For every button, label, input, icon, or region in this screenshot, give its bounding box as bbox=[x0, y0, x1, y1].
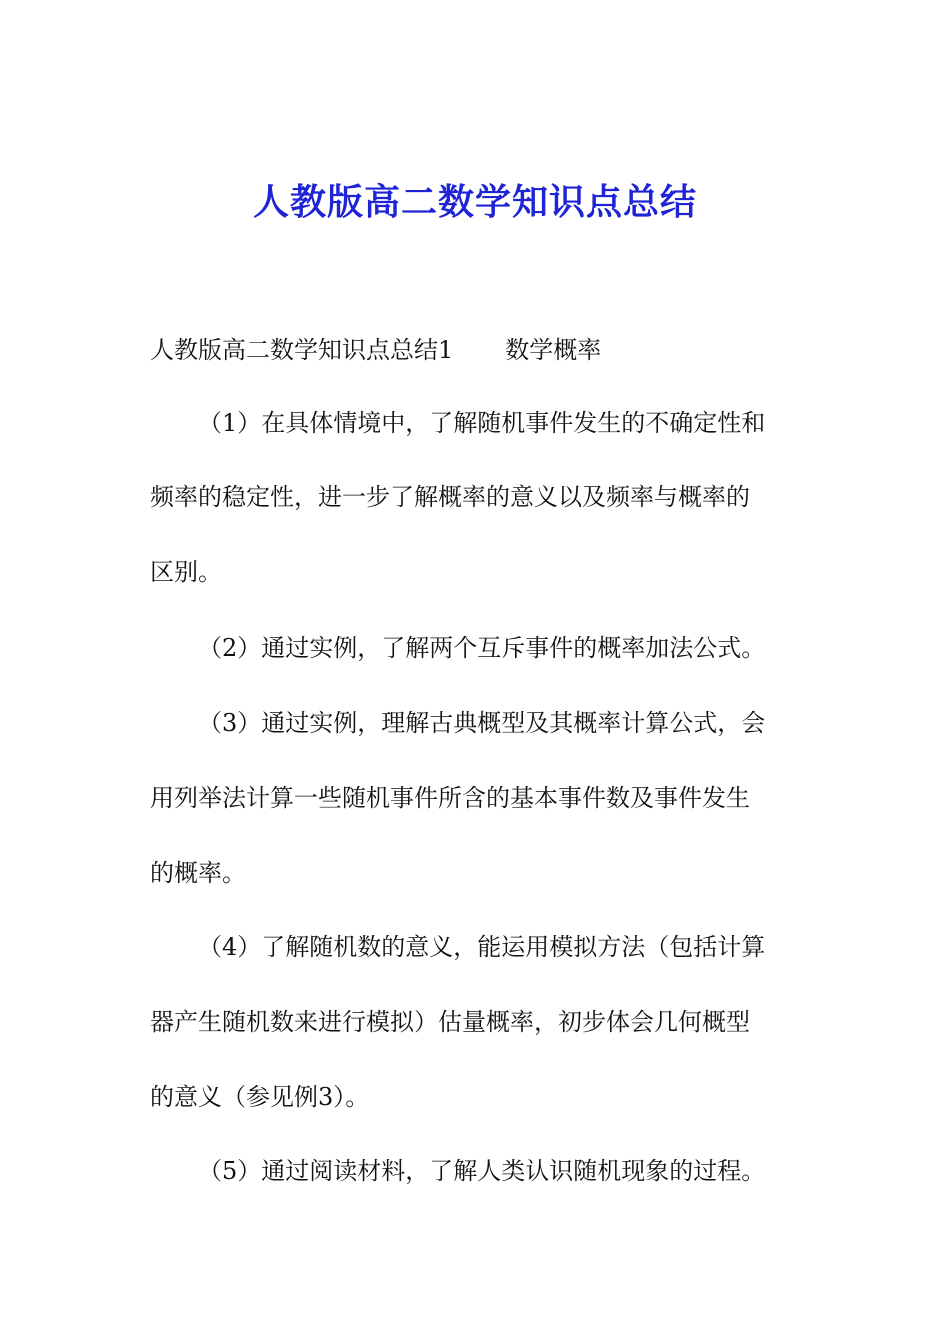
paragraph-line: （3）通过实例，理解古典概型及其概率计算公式，会 bbox=[198, 709, 766, 737]
section-heading-topic: 数学概率 bbox=[505, 336, 602, 364]
paragraph-line: （2）通过实例，了解两个互斥事件的概率加法公式。 bbox=[198, 634, 766, 662]
paragraph-line: 的概率。 bbox=[150, 859, 246, 887]
paragraph-line: 器产生随机数来进行模拟）估量概率，初步体会几何概型 bbox=[150, 1008, 750, 1036]
paragraph-line: 的意义（参见例3）。 bbox=[150, 1083, 370, 1111]
paragraph-line: 频率的稳定性，进一步了解概率的意义以及频率与概率的 bbox=[150, 483, 750, 511]
paragraph-line: 用列举法计算一些随机事件所含的基本事件数及事件发生 bbox=[150, 784, 750, 812]
section-heading-prefix: 人教版高二数学知识点总结1 bbox=[150, 336, 454, 364]
paragraph-line: （1）在具体情境中，了解随机事件发生的不确定性和 bbox=[198, 409, 766, 437]
section-heading bbox=[150, 334, 601, 366]
document-title: 人教版高二数学知识点总结 bbox=[252, 181, 697, 223]
paragraph-line: （4）了解随机数的意义，能运用模拟方法（包括计算 bbox=[198, 933, 766, 961]
paragraph-line: （5）通过阅读材料，了解人类认识随机现象的过程。 bbox=[198, 1157, 766, 1185]
paragraph-line: 区别。 bbox=[150, 558, 222, 586]
